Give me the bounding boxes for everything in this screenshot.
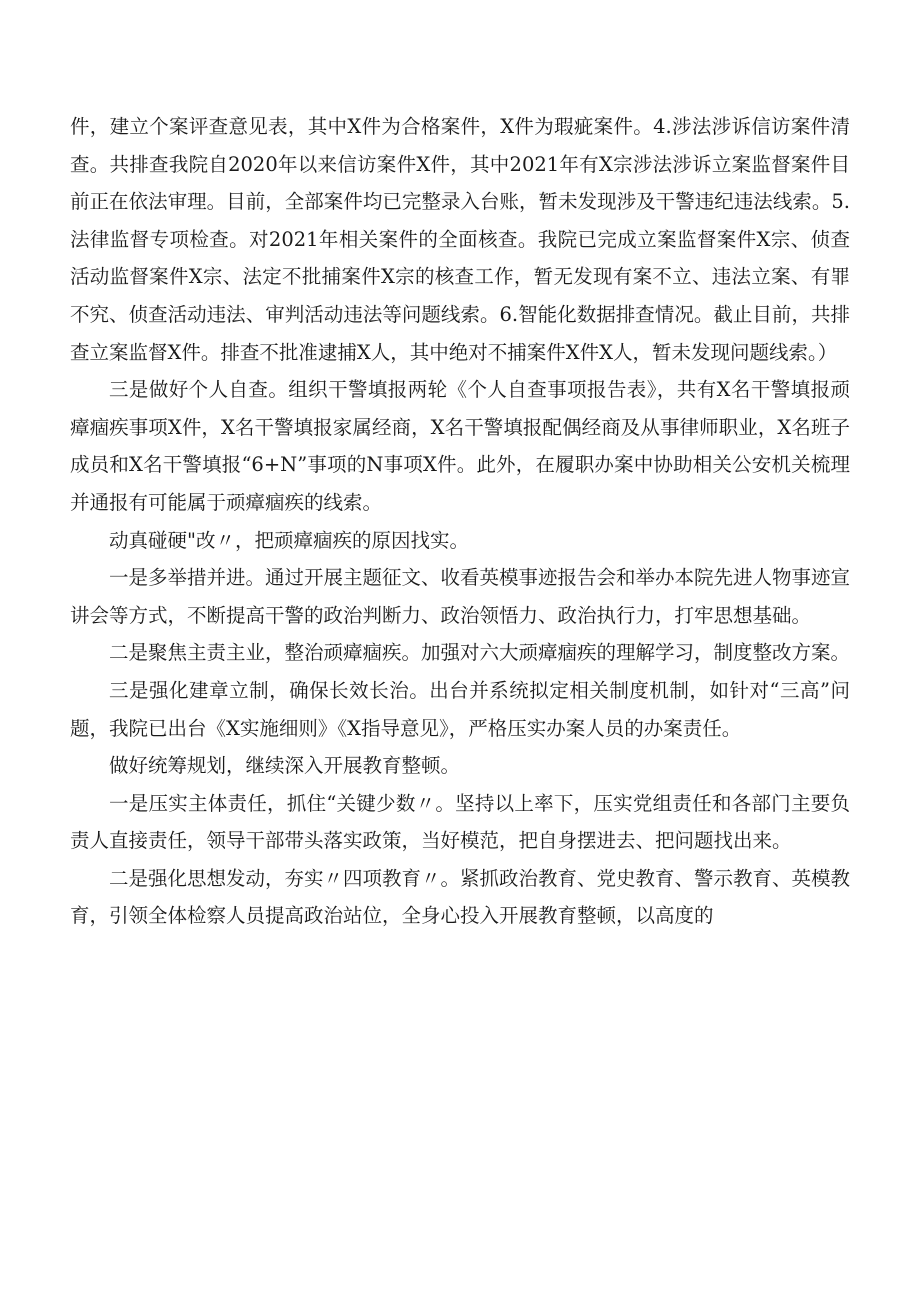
paragraph-multiple-measures: 一是多举措并进。通过开展主题征文、收看英模事迹报告会和举办本院先进人物事迹宣讲会等方式，不断提高干警的政治判断力、政治领悟力、政治执行力，打牢思想基础。 [70, 566, 851, 627]
document-body [70, 108, 850, 935]
paragraph-main-responsibility: 一是压实主体责任，抓住“关键少数〃。坚持以上率下，压实党组责任和各部门主要负责人直接责任，领导干部带头落实政策，当好模范，把自身摆进去、把问题找出来。 [70, 791, 850, 853]
paragraph-institution-building: 三是强化建章立制，确保长效长治。出台并系统拟定相关制度机制，如针对“三高”问题，我院已出台《X实施细则》《X指导意见》，严格压实办案人员的办案责任。 [70, 678, 850, 740]
paragraph-personal-self-check: 三是做好个人自查。组织干警填报两轮《个人自查事项报告表》，共有X名干警填报顽瘴痼疾事项X件，X名干警填报家属经商，X名干警填报配偶经商及从事律师职业，X名班子成员和X名干警填报“6+N”事项的N事项X件。此外，在履职办案中协助相关公安机关梳理并通报有可能属于顽瘴痼疾的线索。 [70, 378, 850, 514]
section-heading-rectification: 动真碰硬"改〃，把顽瘴痼疾的原因找实。 [109, 528, 469, 552]
paragraph-focus-main-duties: 二是聚焦主责主业，整治顽瘴痼疾。加强对六大顽瘴痼疾的理解学习，制度整改方案。 [109, 641, 851, 665]
paragraph-ideological-mobilization: 二是强化思想发动，夯实〃四项教育〃。紧抓政治教育、党史教育、警示教育、英模教育，引领全体检察人员提高政治站位，全身心投入开展教育整顿，以高度的 [70, 866, 851, 928]
paragraph-continuation: 件，建立个案评查意见表，其中X件为合格案件，X件为瑕疵案件。4.涉法涉诉信访案件清查。共排查我院自2020年以来信访案件X件，其中2021年有X宗涉法涉诉立案监督案件目前正在依法审理。目前，全部案件均已完整录入台账，暂未发现涉及干警违纪违法线索。5.法律监督专项检查。对2021年相关案件的全面核查。我院已完成立案监督案件X宗、侦查活动监督案件X宗、法定不批捕案件X宗的核查工作，暂无发现有案不立、违法立案、有罪不究、侦查活动违法、审判活动违法等问题线索。6.智能化数据排查情况。截止目前，共排查立案监督X件。排查不批准逮捕X人，其中绝对不捕案件X件X人，暂未发现问题线索。） [70, 115, 850, 364]
section-heading-planning: 做好统筹规划，继续深入开展教育整顿。 [109, 754, 461, 778]
